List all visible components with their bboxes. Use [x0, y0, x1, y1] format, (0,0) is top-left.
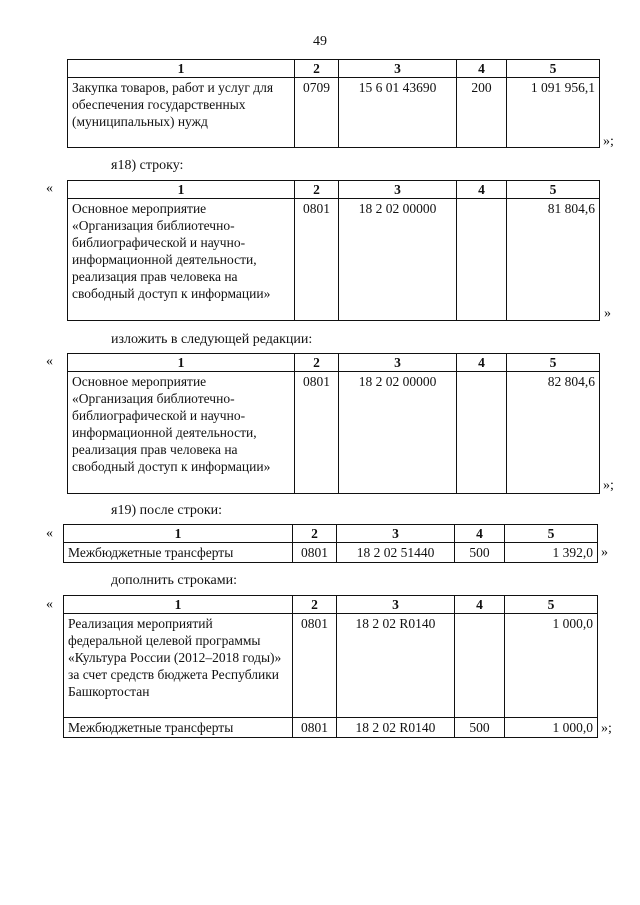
col-header: 2	[295, 181, 339, 199]
row-name: Закупка товаров, работ и услуг для обеспечения государственных (муниципальных) нужд	[68, 78, 295, 148]
row-csr: 15 6 01 43690	[339, 78, 457, 148]
row-vr	[457, 372, 507, 494]
row-vr	[457, 199, 507, 321]
col-header: 1	[68, 354, 295, 372]
row-vr: 200	[457, 78, 507, 148]
open-quote: «	[46, 597, 53, 612]
col-header: 3	[337, 596, 455, 614]
row-name: Основное мероприятие «Организация библиотечно-библиографической и научно-информационной деятельности, реализация прав человека на свободный доступ к информации»	[68, 372, 295, 494]
col-header: 2	[295, 60, 339, 78]
table-row	[64, 614, 598, 718]
col-header: 4	[457, 181, 507, 199]
row-csr: 18 2 02 51440	[337, 543, 455, 563]
header-row	[64, 596, 598, 614]
col-header: 4	[457, 60, 507, 78]
header-row	[64, 525, 598, 543]
col-header: 1	[64, 596, 293, 614]
row-sum: 1 000,0	[505, 718, 598, 738]
row-razdel: 0801	[293, 614, 337, 718]
col-header: 3	[337, 525, 455, 543]
row-vr: 500	[455, 543, 505, 563]
header-row	[68, 60, 600, 78]
row-name: Реализация мероприятий федеральной целевой программы «Культура России (2012–2018 годы)» за счет средств бюджета Республики Башкортостан	[64, 614, 293, 718]
col-header: 1	[68, 60, 295, 78]
col-header: 1	[64, 525, 293, 543]
close-quote: »	[604, 306, 611, 321]
col-header: 5	[505, 525, 598, 543]
col-header: 2	[293, 596, 337, 614]
col-header: 4	[455, 596, 505, 614]
page-number: 49	[313, 34, 327, 49]
row-razdel: 0709	[295, 78, 339, 148]
col-header: 5	[507, 60, 600, 78]
row-vr: 500	[455, 718, 505, 738]
row-sum: 81 804,6	[507, 199, 600, 321]
col-header: 5	[507, 181, 600, 199]
row-csr: 18 2 02 R0140	[337, 718, 455, 738]
budget-table-1	[67, 59, 600, 148]
close-quote: »	[601, 545, 608, 560]
close-quote: »;	[601, 721, 612, 736]
budget-table-5	[63, 595, 598, 738]
row-csr: 18 2 02 00000	[339, 199, 457, 321]
row-razdel: 0801	[293, 543, 337, 563]
row-csr: 18 2 02 00000	[339, 372, 457, 494]
col-header: 5	[507, 354, 600, 372]
row-name: Межбюджетные трансферты	[64, 718, 293, 738]
table-row	[68, 78, 600, 148]
open-quote: «	[46, 354, 53, 369]
col-header: 3	[339, 60, 457, 78]
row-razdel: 0801	[295, 199, 339, 321]
budget-table-2	[67, 180, 600, 321]
row-razdel: 0801	[295, 372, 339, 494]
row-sum: 82 804,6	[507, 372, 600, 494]
col-header: 4	[457, 354, 507, 372]
col-header: 3	[339, 354, 457, 372]
row-name: Основное мероприятие «Организация библиотечно-библиографической и научно-информационной деятельности, реализация прав человека на свободный доступ к информации»	[68, 199, 295, 321]
table-row	[68, 372, 600, 494]
amendment-intro: я19) после строки:	[111, 503, 223, 518]
header-row	[68, 354, 600, 372]
open-quote: «	[46, 181, 53, 196]
col-header: 2	[293, 525, 337, 543]
col-header: 4	[455, 525, 505, 543]
amendment-intro: я18) строку:	[111, 158, 184, 173]
table-row	[64, 543, 598, 563]
row-razdel: 0801	[293, 718, 337, 738]
header-row	[68, 181, 600, 199]
col-header: 5	[505, 596, 598, 614]
row-sum: 1 091 956,1	[507, 78, 600, 148]
row-csr: 18 2 02 R0140	[337, 614, 455, 718]
close-quote: »;	[603, 478, 614, 493]
table-row	[68, 199, 600, 321]
budget-table-4	[63, 524, 598, 563]
row-sum: 1 000,0	[505, 614, 598, 718]
close-quote: »;	[603, 134, 614, 149]
amendment-intro: изложить в следующей редакции:	[111, 332, 313, 347]
table-row	[64, 718, 598, 738]
open-quote: «	[46, 526, 53, 541]
row-sum: 1 392,0	[505, 543, 598, 563]
row-name: Межбюджетные трансферты	[64, 543, 293, 563]
col-header: 1	[68, 181, 295, 199]
amendment-intro: дополнить строками:	[111, 573, 237, 588]
budget-table-3	[67, 353, 600, 494]
row-vr	[455, 614, 505, 718]
col-header: 2	[295, 354, 339, 372]
col-header: 3	[339, 181, 457, 199]
